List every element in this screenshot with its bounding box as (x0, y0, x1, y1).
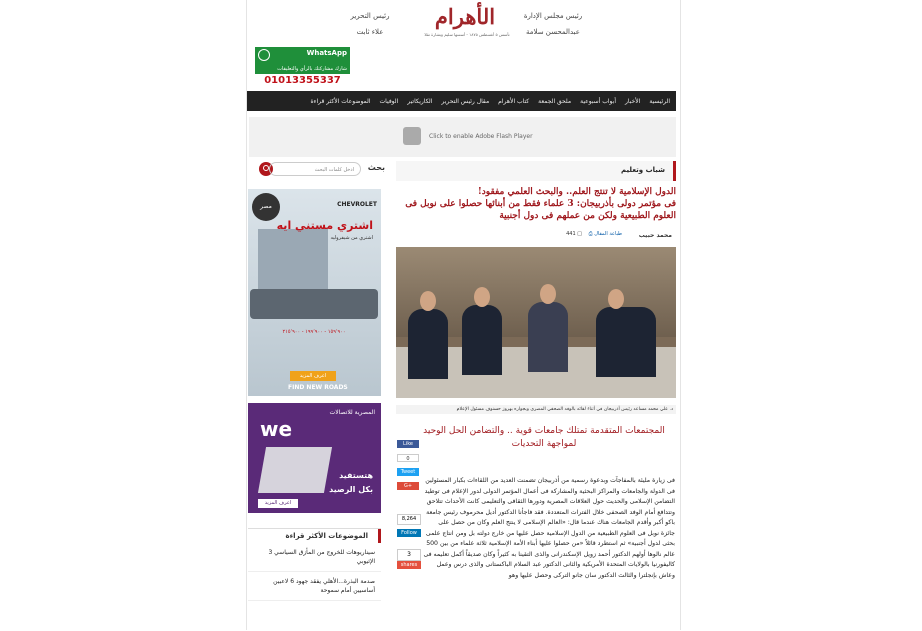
view-count (566, 231, 582, 237)
ad1-subtitle: اشتري من شيفروليه (330, 235, 373, 241)
article-author[interactable]: محمد حبيب (638, 232, 672, 239)
search-input[interactable]: ادخل كلمات البحث (269, 162, 361, 176)
article-headline (396, 186, 676, 222)
we-ad[interactable] (248, 403, 381, 513)
photo-person (462, 305, 502, 375)
photo-person (528, 302, 568, 372)
search-label: بحث (367, 163, 385, 172)
shares-label: shares (397, 561, 421, 569)
google-plus-button[interactable]: G+ (397, 482, 419, 490)
nav-item-caricature[interactable]: الكاريكاتير (407, 97, 433, 105)
flash-text: Click to enable Adobe Flash Player (429, 133, 533, 140)
follow-shares (397, 514, 421, 569)
nav-item-editor-article[interactable]: مقال رئيس التحرير (441, 97, 490, 105)
we-line1: هتستفيد (339, 471, 373, 480)
most-read-item[interactable]: 3 سيناريوهات للخروج من المأزق السياسي الإثيوبي (248, 543, 381, 572)
most-read-header: الموضوعات الأكثر قراءة (248, 529, 381, 543)
we-logo: we (260, 417, 293, 441)
editor-name: علاء ثابت (356, 28, 384, 36)
section-header[interactable] (396, 161, 676, 181)
headline-line2: فى مؤتمر دولى بأذربيجان: 3 علماء فقط من أبنائها حصلوا على نوبل فى العلوم الطبيعية ولكن من عملهم فى دول أجنبية (405, 199, 676, 221)
page-container (246, 0, 681, 630)
chevrolet-ad[interactable] (248, 189, 381, 396)
print-label: طباعة المقال (594, 231, 622, 237)
comment-icon: □ (577, 231, 582, 237)
share-count: 3 (397, 549, 421, 561)
we-brand: المصرية للاتصالات (329, 409, 375, 416)
search-bar (255, 162, 385, 178)
most-read-widget (248, 528, 381, 631)
whatsapp-title: WhatsApp (306, 49, 347, 57)
whatsapp-icon (258, 49, 270, 61)
puzzle-icon (403, 127, 421, 145)
nav-item-friday[interactable]: ملحق الجمعة (538, 97, 572, 105)
ad1-slogan: FIND NEW ROADS (288, 384, 348, 391)
chairman-name: عبدالمحسن سلامة (526, 28, 580, 36)
logo-tagline: تأسس ٥ أغسطس ١٨٧٥ - أسسها سليم وبشارة تقلا (424, 32, 510, 37)
article-body: فى زيارة مليئة بالمفاجآت وبدعوة رسمية من أذربيجان تضمنت العديد من اللقاءات بكبار المسئولين فى الدولة والجامعات والمراكز البحثية والمشاركة فى أعمال المؤتمر الدولى لدور الإعلام فى توطيد التضامن الإسلامى والحديث حول العلاقات المصرية ودورها الثقافى والتعليمى كانت الأحداث تتلاحق وتتدافع أمام الوفد الصحفى خلال الفترات المتعددة. فقد فاجأنا الدكتور أديل محرموف رئيس جامعة باكو أكبر وأقدم الجامعات هناك عندما قال: «العالم الإسلامى لا ينتج العلم وكان من حصل على جائزة نوبل فى العلوم الطبيعية من الدول الإسلامية حصل عليها من خارج دولته بل ومن انتاج علمى بحثى لدول أجنبية» ثم استطرد قائلاً «من حصلوا عليها أبناء الأمة الإسلامية ثلاثة علماء من بين 500 عالم نالوها أولهم الدكتور أحمد زويل الإسكندرانى والذى التقينا به كثيراً وكان صديقاً أكمل تعليمه فى كاليفورنيا بالولايات المتحدة الأمريكية والثانى الدكتور عبد السلام الباكستانى والذى درس وعمل وعاش بإنجلترا والثالث الدكتور سان جانو التركى وحصل عليها وهو (423, 477, 675, 579)
tweet-button[interactable]: Tweet (397, 468, 419, 476)
section-title: شباب وتعليم (621, 166, 665, 174)
whatsapp-number: 01013355337 (255, 74, 350, 87)
article-subheading: المجتمعات المتقدمة تمتلك جامعات قوية .. والتضامن الحل الوحيد لمواجهة التحديات (423, 426, 665, 449)
ad1-button[interactable]: اعرف المزيد (290, 371, 336, 381)
we-line2: بكل الرصيد (329, 485, 373, 494)
printer-icon: ⎙ (588, 231, 595, 237)
linkedin-follow-button[interactable]: Follow (397, 529, 421, 537)
headline-line1: الدول الإسلامية لا تنتج العلم.. والبحث العلمي مفقود! (477, 187, 676, 197)
photo-person (408, 309, 448, 379)
nav-item-home[interactable]: الرئيسية (649, 97, 670, 105)
editor-title: رئيس التحرير (350, 12, 390, 20)
whatsapp-banner-top (255, 47, 350, 74)
facebook-count: 0 (397, 454, 419, 462)
most-read-item[interactable]: صدمة البذرة...الأهلي يفقد جهود 6 لاعبين أساسيين أمام سموحة (248, 572, 381, 601)
photo-person (596, 307, 656, 377)
ad-cars-image (250, 289, 378, 319)
editor-info (335, 8, 405, 40)
main-nav (247, 91, 676, 111)
ad1-prices: ١٥٩٬٩٠٠ - ١٩٩٬٩٠٠ - ٢١٥٬٩٠٠ (282, 329, 346, 335)
print-article-link[interactable] (589, 231, 622, 237)
dealer-logo: مصر (252, 193, 280, 221)
ad1-title: اشتري مستني ايه (276, 219, 373, 232)
follow-count: 8,264 (397, 514, 421, 525)
article-photo (396, 247, 676, 398)
flash-placeholder[interactable] (249, 117, 676, 157)
views-value: 441 (566, 231, 576, 237)
nav-item-news[interactable]: الأخبار (624, 97, 641, 105)
chevrolet-brand: CHEVROLET (337, 201, 377, 208)
nav-item-most-read[interactable]: الموضوعات الأكثر قراءة (310, 97, 371, 105)
nav-item-writers[interactable]: كتاب الأهرام (498, 97, 530, 105)
photo-caption: د. علي محمد مساعد رئيس أذربيجان في أثناء لقائه بالوفد الصحفي المصري وبجواره بهروز حسنوف مسئول الإعلام (396, 405, 676, 414)
we-button[interactable]: اعرف المزيد (258, 499, 298, 508)
facebook-like-button[interactable]: Like (397, 440, 419, 448)
site-logo[interactable]: الأهرام (434, 4, 496, 29)
nav-item-obituaries[interactable]: الوفيات (379, 97, 399, 105)
chairman-title: رئيس مجلس الإدارة (523, 12, 583, 20)
whatsapp-line: شارك مشاركتك بالرأي والتعليقات (277, 66, 347, 72)
we-tiles-image (258, 447, 332, 493)
nav-item-weekly[interactable]: أبواب أسبوعية (580, 97, 616, 105)
whatsapp-banner[interactable] (255, 47, 350, 87)
share-buttons (397, 440, 419, 496)
